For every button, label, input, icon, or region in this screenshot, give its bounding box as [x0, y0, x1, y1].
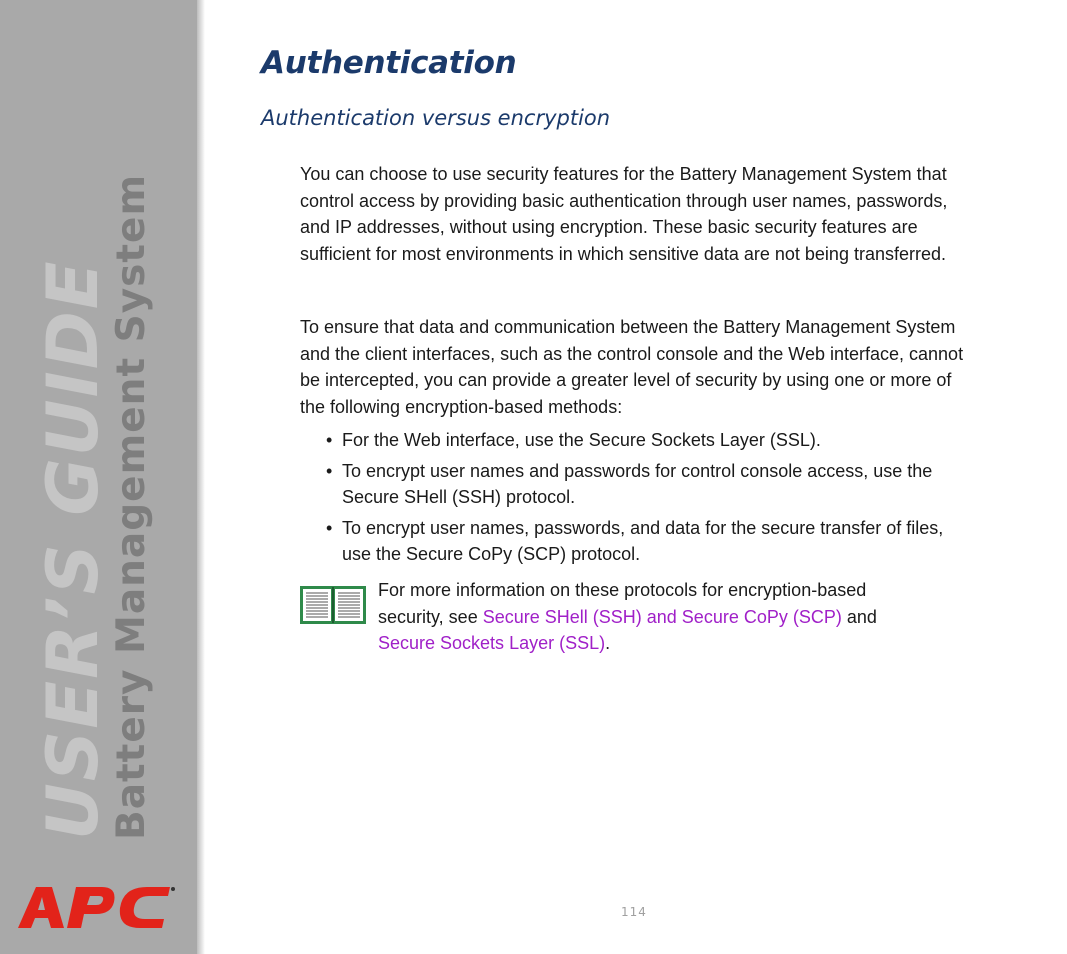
bullet-glyph: • [326, 518, 333, 538]
note-text-after: . [605, 633, 611, 653]
bullet-glyph: • [326, 461, 333, 481]
bullet-text-ssh: To encrypt user names and passwords for control console access, use the Secure SHell (SSH) protocol. [342, 461, 933, 507]
section-title: Authentication versus encryption [261, 106, 611, 130]
users-guide-label: USER’S GUIDE [32, 259, 114, 840]
page-number: 114 [621, 905, 647, 919]
sidebar-shadow [197, 0, 205, 954]
apc-logo [18, 884, 178, 932]
list-item [326, 458, 976, 510]
page-title: Authentication [261, 45, 517, 81]
list-item [326, 427, 976, 453]
encryption-paragraph: To ensure that data and communication between the Battery Management System and the client interfaces, such as the control console and the Web interface, cannot be intercepted, you can provide a greater level of security by using one or more of the following encryption-based methods: [300, 317, 964, 417]
note-text-between: and [841, 606, 877, 627]
encryption-methods-list [326, 427, 976, 572]
intro-paragraph: You can choose to use security features for the Battery Management System that control access by providing basic authentication through user names, passwords, and IP addresses, without using encryption. These basic security features are sufficient for most environments in which sensitive data are not being transferred. [300, 164, 948, 264]
ssl-link[interactable]: Secure Sockets Layer (SSL) [378, 633, 606, 653]
bullet-glyph: • [326, 430, 333, 450]
bullet-text-scp: To encrypt user names, passwords, and data for the secure transfer of files, use the Secure CoPy (SCP) protocol. [342, 518, 944, 564]
list-item [326, 515, 976, 567]
product-name-label: Battery Management System [109, 173, 154, 840]
ssh-scp-link[interactable]: Secure SHell (SSH) and Secure CoPy (SCP) [482, 606, 842, 627]
book-icon [299, 584, 367, 626]
note-text [378, 577, 918, 657]
note-text-before: For more information on these protocols for encryption-based security, see [378, 580, 867, 627]
bullet-text-ssl: For the Web interface, use the Secure Sockets Layer (SSL). [342, 430, 821, 450]
